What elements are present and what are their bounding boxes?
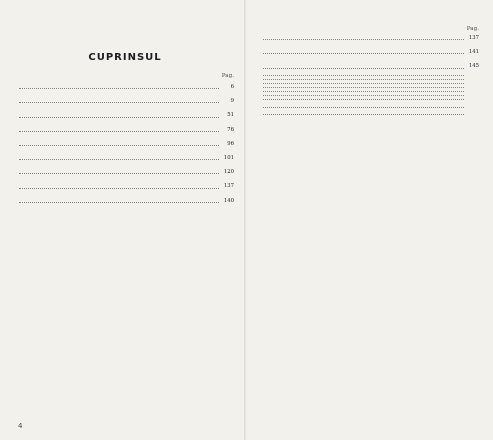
toc-entry bbox=[16, 154, 234, 162]
toc-entry bbox=[260, 81, 479, 82]
table-of-contents-title: CUPRINSUL bbox=[88, 52, 162, 63]
toc-page-number: 76 bbox=[227, 126, 234, 133]
toc-entry-last-line bbox=[260, 34, 479, 42]
toc-entry-last-line bbox=[16, 97, 234, 105]
toc-entry bbox=[260, 48, 479, 56]
toc-entry bbox=[16, 182, 234, 190]
toc-entry bbox=[260, 85, 479, 86]
toc-page-number: 51 bbox=[227, 112, 234, 119]
leader-dots bbox=[263, 91, 464, 92]
toc-entry-last-line bbox=[260, 101, 479, 102]
leader-dots bbox=[19, 145, 219, 146]
leader-dots bbox=[263, 114, 464, 115]
leader-dots bbox=[263, 39, 464, 40]
toc-entry bbox=[16, 97, 234, 105]
toc-page-number: 137 bbox=[468, 35, 479, 41]
leader-dots bbox=[19, 88, 219, 89]
leader-dots bbox=[263, 79, 464, 80]
right-toc-list bbox=[260, 34, 479, 71]
left-page-number: 4 bbox=[18, 422, 23, 430]
left-page bbox=[0, 0, 246, 440]
page-column-label-right: Pag. bbox=[466, 26, 479, 32]
right-page bbox=[246, 0, 493, 440]
toc-page-number: 101 bbox=[223, 155, 234, 162]
toc-entry bbox=[16, 111, 234, 119]
toc-page-number: 140 bbox=[223, 197, 234, 204]
toc-entry-last-line bbox=[16, 111, 234, 119]
toc-page-number: 96 bbox=[227, 140, 234, 147]
leader-dots bbox=[19, 159, 219, 160]
toc-entry-last-line bbox=[16, 126, 234, 134]
toc-entry-last-line bbox=[260, 89, 479, 90]
left-toc-list bbox=[16, 83, 234, 205]
leader-dots bbox=[263, 107, 464, 108]
toc-entry-last-line bbox=[16, 197, 234, 205]
leader-dots bbox=[263, 95, 464, 96]
right-toc-bottom-list bbox=[260, 109, 479, 117]
toc-entry bbox=[260, 101, 479, 102]
toc-entry bbox=[260, 34, 479, 42]
toc-entry bbox=[260, 116, 479, 117]
toc-entry-last-line bbox=[260, 97, 479, 98]
leader-dots bbox=[19, 202, 219, 203]
leader-dots bbox=[19, 188, 219, 189]
toc-entry bbox=[260, 89, 479, 90]
toc-entry bbox=[16, 126, 234, 134]
toc-entry-last-line bbox=[260, 48, 479, 56]
toc-page-number: 9 bbox=[230, 98, 234, 105]
toc-entry-last-line bbox=[16, 140, 234, 148]
toc-page-number: 6 bbox=[230, 84, 234, 90]
leader-dots bbox=[19, 117, 219, 118]
toc-entry-last-line bbox=[260, 85, 479, 86]
toc-entry-last-line bbox=[16, 154, 234, 162]
toc-page-number: 120 bbox=[223, 169, 234, 176]
leader-dots bbox=[263, 68, 464, 69]
toc-entry bbox=[260, 62, 479, 70]
toc-entry bbox=[260, 93, 479, 94]
toc-page-number: 137 bbox=[223, 183, 234, 190]
toc-entry bbox=[260, 97, 479, 98]
leader-dots bbox=[19, 102, 219, 103]
toc-entry bbox=[16, 83, 234, 91]
leader-dots bbox=[263, 75, 464, 76]
page-column-label-left: Pag. bbox=[221, 73, 234, 79]
toc-entry-last-line bbox=[16, 83, 234, 91]
leader-dots bbox=[19, 173, 219, 174]
leader-dots bbox=[263, 53, 464, 54]
toc-entry bbox=[260, 109, 479, 110]
toc-entry bbox=[16, 197, 234, 205]
toc-page-number: 141 bbox=[468, 49, 479, 56]
toc-entry-last-line bbox=[260, 81, 479, 82]
leader-dots bbox=[19, 131, 219, 132]
toc-entry-last-line bbox=[260, 93, 479, 94]
toc-entry bbox=[16, 140, 234, 148]
toc-entry bbox=[16, 168, 234, 176]
leader-dots bbox=[263, 83, 464, 84]
toc-entry-last-line bbox=[16, 182, 234, 190]
toc-page-number: 145 bbox=[468, 63, 479, 70]
toc-entry-last-line bbox=[260, 62, 479, 70]
leader-dots bbox=[263, 99, 464, 100]
toc-entry-last-line bbox=[260, 116, 479, 117]
toc-entry-last-line bbox=[16, 168, 234, 176]
toc-entry bbox=[260, 77, 479, 78]
right-toc-subsection-list bbox=[260, 77, 479, 102]
toc-entry-last-line bbox=[260, 109, 479, 110]
toc-entry-last-line bbox=[260, 77, 479, 78]
leader-dots bbox=[263, 87, 464, 88]
